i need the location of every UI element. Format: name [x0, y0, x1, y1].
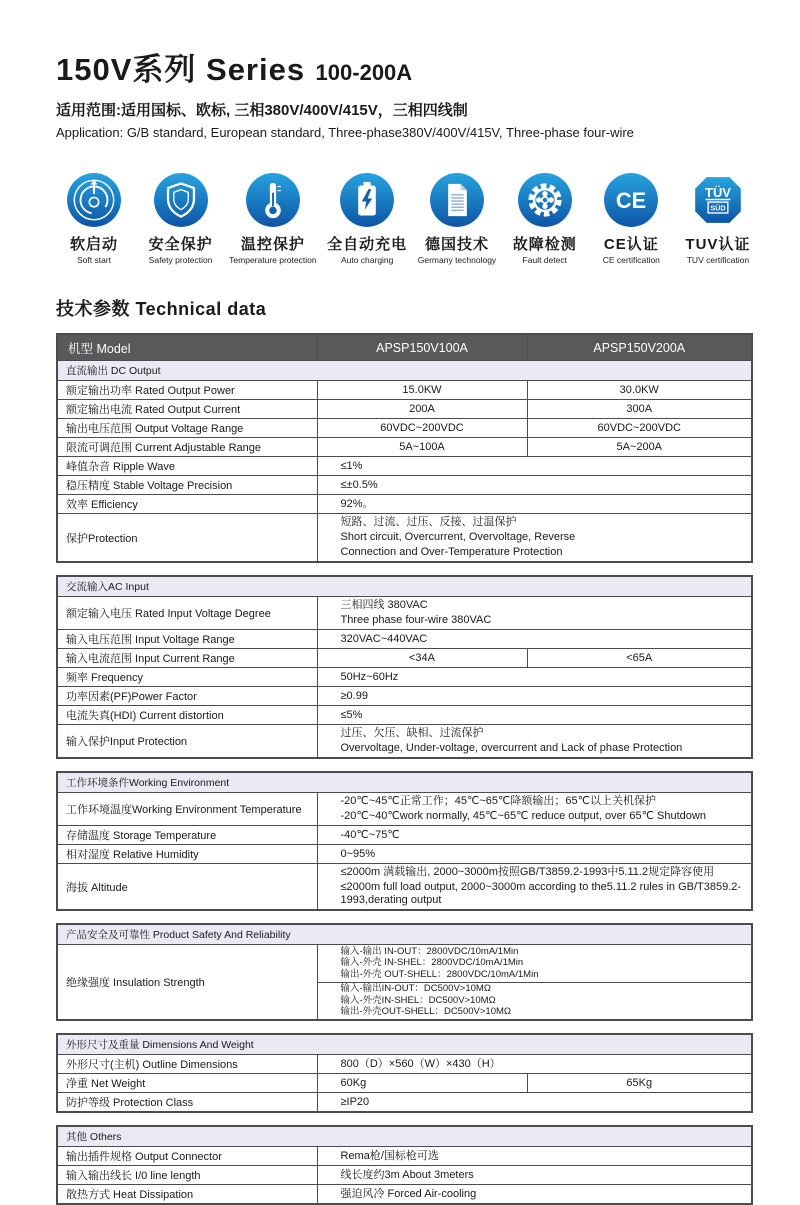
- spec-row: [57, 845, 752, 864]
- spec-label: 保护Protection: [57, 514, 317, 563]
- spec-value: [317, 495, 752, 514]
- feature-label-en: TUV certification: [686, 255, 750, 265]
- spec-value-line: 三相四线 380VAC: [340, 599, 428, 611]
- spec-value: [317, 793, 752, 826]
- spec-value: [317, 668, 752, 687]
- spec-value-line: 800（D）×560（W）×430（H）: [340, 1057, 501, 1070]
- spec-label: 输出插件规格 Output Connector: [57, 1147, 317, 1166]
- spec-label: 电流失真(HDI) Current distortion: [57, 706, 317, 725]
- spec-label: 额定输入电压 Rated Input Voltage Degree: [57, 597, 317, 630]
- spec-value: [317, 514, 752, 563]
- feature-label-en: Soft start: [76, 255, 111, 265]
- spec-value-line: 输入-外壳 IN-SHEL：2800VDC/10mA/1Min: [340, 957, 524, 968]
- spec-value-line: 过压、欠压、缺相、过流保护: [340, 727, 484, 739]
- battery-charging-icon: [327, 172, 407, 228]
- section-title: 外形尺寸及重量 Dimensions And Weight: [57, 1034, 752, 1055]
- spec-row: [57, 457, 752, 476]
- spec-value-line: Connection and Over-Temperature Protection: [340, 546, 563, 558]
- spec-value: [317, 457, 752, 476]
- feature-label-cn: TUV认证: [685, 236, 751, 253]
- spec-value-line: ≥0.99: [340, 689, 368, 702]
- spec-value-line: 300A: [626, 402, 653, 415]
- feature-label-cn: 全自动充电: [327, 236, 408, 253]
- spec-value-line: 5A~100A: [399, 440, 445, 453]
- spec-value-line: -20℃~40℃work normally, 45℃~65℃ reduce output, over 65℃ Shutdown: [340, 810, 706, 822]
- spec-label: 外形尺寸(主机) Outline Dimensions: [57, 1055, 317, 1074]
- spec-label: 输入电压范围 Input Voltage Range: [57, 630, 317, 649]
- spec-value: [317, 1055, 752, 1074]
- scope-line-cn: 适用范围:适用国标、欧标, 三相380V/400V/415V，三相四线制: [56, 102, 468, 119]
- spec-label: 绝缘强度 Insulation Strength: [57, 945, 317, 1021]
- spec-value: [317, 630, 752, 649]
- section-title: 直流输出 DC Output: [57, 361, 752, 381]
- spec-label: 限流可调范围 Current Adjustable Range: [57, 438, 317, 457]
- spec-label: 净重 Net Weight: [57, 1074, 317, 1093]
- feature-item: [229, 172, 316, 265]
- spec-row: [57, 649, 752, 668]
- spec-label: 输入输出线长 I/0 line length: [57, 1166, 317, 1185]
- feature-item: [507, 172, 583, 265]
- feature-label-cn: 温控保护: [240, 236, 305, 253]
- spec-value: [317, 476, 752, 495]
- feature-label-en: CE certification: [602, 255, 660, 265]
- svg-text:SÜD: SÜD: [710, 203, 726, 213]
- feature-item: [143, 172, 219, 265]
- spec-value-line: 线长度约3m About 3meters: [340, 1168, 474, 1181]
- spec-table-block: [56, 923, 753, 1021]
- section-row: [57, 1034, 752, 1055]
- feature-item: [593, 172, 669, 265]
- spec-label: 工作环境温度Working Environment Temperature: [57, 793, 317, 826]
- spec-row: [57, 1185, 752, 1205]
- feature-item: [418, 172, 496, 265]
- spec-value: [527, 649, 752, 668]
- feature-icon-row: [56, 172, 756, 265]
- feature-label-cn: CE认证: [603, 236, 659, 253]
- model-name: APSP150V100A: [317, 334, 527, 361]
- feature-label-en: Auto charging: [340, 255, 394, 265]
- spec-row: [57, 476, 752, 495]
- section-row: [57, 361, 752, 381]
- soft-start-icon: [56, 172, 132, 228]
- svg-text:TÜV: TÜV: [704, 184, 731, 200]
- spec-label: 输入电流范围 Input Current Range: [57, 649, 317, 668]
- spec-value: [317, 597, 752, 630]
- model-column-label: 机型 Model: [57, 334, 317, 361]
- model-name: APSP150V200A: [527, 334, 752, 361]
- spec-label: 输入保护Input Protection: [57, 725, 317, 759]
- feature-label-en: Germany technology: [417, 255, 497, 265]
- spec-table-block: [56, 1125, 753, 1205]
- spec-value-line: Rema枪/国标枪可选: [340, 1149, 439, 1162]
- spec-value: [317, 1074, 527, 1093]
- spec-value: [527, 381, 752, 400]
- spec-row: [57, 793, 752, 826]
- spec-row: [57, 400, 752, 419]
- spec-value-line: 65Kg: [626, 1076, 653, 1089]
- spec-row: [57, 1093, 752, 1113]
- spec-value-line: 0~95%: [340, 847, 376, 860]
- model-header-row: [57, 334, 752, 361]
- shield-icon: [143, 172, 219, 228]
- spec-value-line: <65A: [626, 651, 653, 664]
- spec-value-line: Three phase four-wire 380VAC: [340, 614, 492, 626]
- spec-value-line: -20℃~45℃正常工作；45℃~65℃降额输出；65℃以上关机保护: [340, 795, 656, 807]
- spec-value-line: ≤5%: [340, 708, 363, 721]
- spec-label: 海拔 Altitude: [57, 864, 317, 911]
- spec-tables: [56, 333, 756, 1205]
- gear-icon: [507, 172, 583, 228]
- spec-value: [317, 982, 752, 1020]
- spec-value-line: -40℃~75℃: [340, 828, 400, 841]
- spec-value-line: 200A: [409, 402, 435, 415]
- spec-row: [57, 826, 752, 845]
- spec-value: [317, 400, 527, 419]
- spec-value: [317, 438, 527, 457]
- feature-label-en: Fault detect: [522, 255, 567, 265]
- spec-label: 散热方式 Heat Dissipation: [57, 1185, 317, 1205]
- section-title: 产品安全及可靠性 Product Safety And Reliability: [57, 924, 752, 945]
- feature-item: [56, 172, 132, 265]
- spec-value: [527, 438, 752, 457]
- section-row: [57, 576, 752, 597]
- spec-table-block: [56, 333, 753, 563]
- spec-value: [317, 826, 752, 845]
- spec-value-line: 短路、过流、过压、反接、过温保护: [340, 516, 517, 528]
- tech-data-heading: 技术参数 Technical data: [56, 299, 267, 319]
- spec-label: 防护等级 Protection Class: [57, 1093, 317, 1113]
- spec-table-block: [56, 1033, 753, 1113]
- spec-value: [317, 1147, 752, 1166]
- spec-value-line: 输出-外壳 OUT-SHELL：2800VDC/10mA/1Min: [340, 968, 539, 980]
- spec-label: 额定输出电流 Rated Output Current: [57, 400, 317, 419]
- spec-value-line: 输入-外壳IN-SHEL：DC500V>10MΩ: [340, 994, 496, 1006]
- spec-value: [317, 1093, 752, 1113]
- spec-value: [317, 649, 527, 668]
- spec-value: [317, 725, 752, 759]
- spec-value-line: 输出-外壳OUT-SHELL：DC500V>10MΩ: [340, 1006, 511, 1017]
- spec-value-line: ≥IP20: [340, 1095, 370, 1108]
- spec-value-line: 输入-输出IN-OUT：DC500V>10MΩ: [340, 983, 491, 994]
- spec-value-line: ≤1%: [340, 459, 363, 472]
- spec-row: [57, 668, 752, 687]
- spec-value: [317, 1185, 752, 1205]
- section-title: 工作环境条件Working Environment: [57, 772, 752, 793]
- spec-value: [317, 687, 752, 706]
- spec-value: [317, 1166, 752, 1185]
- feature-label-en: Temperature protection: [229, 255, 317, 265]
- spec-value-line: 5A~200A: [616, 440, 663, 453]
- spec-row: [57, 381, 752, 400]
- spec-label: 相对湿度 Relative Humidity: [57, 845, 317, 864]
- spec-label: 峰值杂音 Ripple Wave: [57, 457, 317, 476]
- spec-label: 存储温度 Storage Temperature: [57, 826, 317, 845]
- spec-value-line: 强迫风冷 Forced Air-cooling: [340, 1187, 477, 1200]
- spec-row: [57, 1166, 752, 1185]
- thermometer-icon: [229, 172, 316, 228]
- feature-label-en: Safety protection: [148, 255, 213, 265]
- spec-row: [57, 945, 752, 983]
- spec-row: [57, 514, 752, 563]
- spec-value: [527, 1074, 752, 1093]
- spec-row: [57, 1074, 752, 1093]
- spec-label: 输出电压范围 Output Voltage Range: [57, 419, 317, 438]
- feature-item: [680, 172, 756, 265]
- spec-value-line: ≤2000m 满载输出, 2000~3000m按照GB/T3859.2-1993中5.11.2规定降容使用: [340, 866, 715, 878]
- spec-value: [317, 706, 752, 725]
- scope-line-en: Application: G/B standard, European standard, Three-phase380V/400V/415V, Three-phase four-wire: [56, 125, 634, 140]
- spec-row: [57, 706, 752, 725]
- spec-row: [57, 438, 752, 457]
- feature-label-cn: 德国技术: [424, 236, 489, 253]
- spec-label: 频率 Frequency: [57, 668, 317, 687]
- spec-value-line: 60VDC~200VDC: [597, 421, 681, 434]
- section-row: [57, 1126, 752, 1147]
- spec-row: [57, 1055, 752, 1074]
- spec-row: [57, 630, 752, 649]
- spec-label: 稳压精度 Stable Voltage Precision: [57, 476, 317, 495]
- ce-icon: [593, 172, 669, 228]
- spec-value-line: 60VDC~200VDC: [380, 421, 464, 434]
- feature-label-cn: 安全保护: [148, 236, 213, 253]
- spec-table-block: [56, 575, 753, 759]
- spec-value: [317, 419, 527, 438]
- document-icon: [418, 172, 496, 228]
- spec-row: [57, 597, 752, 630]
- spec-value-line: Overvoltage, Under-voltage, overcurrent and Lack of phase Protection: [340, 742, 683, 754]
- feature-label-cn: 故障检测: [512, 236, 577, 253]
- spec-label: 效率 Efficiency: [57, 495, 317, 514]
- section-row: [57, 772, 752, 793]
- spec-value-line: 50Hz~60Hz: [340, 670, 399, 683]
- spec-row: [57, 725, 752, 759]
- page-title: [56, 44, 756, 89]
- spec-label: 功率因素(PF)Power Factor: [57, 687, 317, 706]
- spec-value-line: <34A: [409, 651, 435, 664]
- spec-row: [57, 495, 752, 514]
- spec-value-line: ≤±0.5%: [340, 478, 378, 491]
- feature-item: [327, 172, 407, 265]
- spec-value-line: 15.0KW: [402, 383, 442, 396]
- spec-table-block: [56, 771, 753, 911]
- series-title: 150V系列 Series: [56, 52, 306, 87]
- series-range: 100-200A: [315, 60, 413, 85]
- spec-row: [57, 1147, 752, 1166]
- section-title: 交流输入AC Input: [57, 576, 752, 597]
- spec-value-line: ≤2000m full load output, 2000~3000m according to the5.11.2 rules in GB/T3859.2-1993,derating output: [340, 881, 742, 906]
- spec-value-line: Short circuit, Overcurrent, Overvoltage, Reverse: [340, 531, 576, 543]
- spec-value: [317, 845, 752, 864]
- spec-value-line: 输入-输出 IN-OUT：2800VDC/10mA/1Min: [340, 945, 519, 957]
- section-title: 其他 Others: [57, 1126, 752, 1147]
- spec-value: [317, 945, 752, 983]
- tuv-icon: [680, 172, 756, 228]
- spec-value-line: 30.0KW: [619, 383, 659, 396]
- spec-value: [317, 381, 527, 400]
- section-row: [57, 924, 752, 945]
- spec-value-line: 92%。: [340, 497, 374, 510]
- spec-row: [57, 419, 752, 438]
- spec-value: [317, 864, 752, 911]
- spec-value-line: 320VAC~440VAC: [340, 632, 428, 645]
- spec-value: [527, 400, 752, 419]
- spec-row: [57, 864, 752, 911]
- spec-value: [527, 419, 752, 438]
- feature-label-cn: 软启动: [69, 236, 118, 253]
- spec-label: 额定输出功率 Rated Output Power: [57, 381, 317, 400]
- svg-text:CE: CE: [616, 187, 647, 213]
- spec-row: [57, 687, 752, 706]
- spec-value-line: 60Kg: [340, 1076, 367, 1089]
